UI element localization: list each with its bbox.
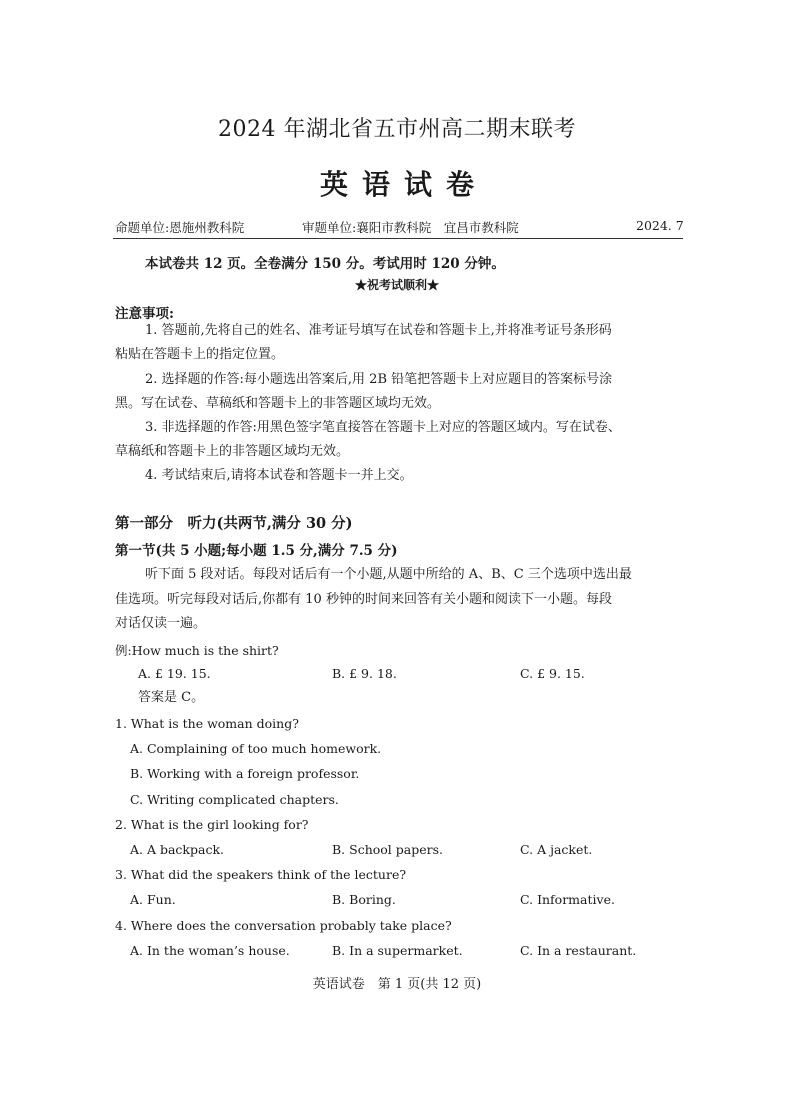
page-footer: 英语试卷 第 1 页(共 12 页) [312, 977, 482, 992]
question-1-option-b: B. Working with a foreign professor. [130, 766, 360, 781]
question-3-option-b: B. Boring. [332, 892, 396, 907]
instructions-line-2: 佳选项。听完每段对话后,你都有 10 秒钟的时间来回答有关小题和阅读下一小题。每段 [115, 592, 612, 607]
question-1-option-c: C. Writing complicated chapters. [130, 792, 339, 807]
question-2-option-a: A. A backpack. [130, 842, 225, 857]
notice-item-4: 4. 考试结束后,请将本试卷和答题卡一并上交。 [145, 468, 413, 483]
example-option-a: A. £ 19. 15. [138, 666, 211, 681]
notice-heading: 注意事项: [115, 306, 174, 322]
exam-date: 2024. 7 [636, 218, 684, 233]
notice-item-3-line-2: 草稿纸和答题卡上的非答题区域均无效。 [115, 444, 350, 459]
notice-item-2-line-1: 2. 选择题的作答:每小题选出答案后,用 2B 铅笔把答题卡上对应题目的答案标号涂 [145, 372, 613, 387]
question-2-option-b: B. School papers. [332, 842, 443, 857]
section-1-heading: 第一节(共 5 小题;每小题 1.5 分,满分 7.5 分) [115, 543, 398, 559]
proposer-unit: 命题单位:恩施州教科院 [115, 220, 245, 235]
question-3-option-a: A. Fun. [130, 892, 176, 907]
question-3: 3. What did the speakers think of the lecture? [115, 867, 407, 882]
question-4-option-b: B. In a supermarket. [332, 943, 463, 958]
question-1: 1. What is the woman doing? [115, 716, 299, 731]
header-divider [113, 238, 683, 239]
example-option-b: B. £ 9. 18. [332, 666, 397, 681]
notice-item-2-line-2: 黑。写在试卷、草稿纸和答题卡上的非答题区域均无效。 [115, 396, 441, 411]
question-4-option-c: C. In a restaurant. [520, 943, 637, 958]
subject-title: 英语试卷 [319, 168, 488, 201]
example-answer: 答案是 C。 [138, 690, 205, 705]
part-1-heading: 第一部分 听力(共两节,满分 30 分) [115, 515, 353, 532]
question-2-option-c: C. A jacket. [520, 842, 593, 857]
example-question: 例:How much is the shirt? [115, 643, 279, 658]
notice-item-1-line-1: 1. 答题前,先将自己的姓名、准考证号填写在试卷和答题卡上,并将准考证号条形码 [145, 323, 612, 338]
question-4-option-a: A. In the woman’s house. [130, 943, 290, 958]
exam-title: 2024 年湖北省五市州高二期末联考 [218, 117, 576, 142]
reviewer-unit: 审题单位:襄阳市教科院 宜昌市教科院 [302, 220, 519, 235]
question-4: 4. Where does the conversation probably take place? [115, 918, 452, 933]
instructions-line-1: 听下面 5 段对话。每段对话后有一个小题,从题中所给的 A、B、C 三个选项中选出最 [145, 567, 632, 582]
instructions-line-3: 对话仅读一遍。 [115, 616, 207, 631]
example-option-c: C. £ 9. 15. [520, 666, 585, 681]
good-luck-text: ★祝考试顺利★ [354, 278, 439, 292]
notice-item-1-line-2: 粘贴在答题卡上的指定位置。 [115, 347, 285, 362]
question-1-option-a: A. Complaining of too much homework. [130, 741, 382, 756]
notice-item-3-line-1: 3. 非选择题的作答:用黑色签字笔直接答在答题卡上对应的答题区域内。写在试卷、 [145, 420, 621, 435]
question-3-option-c: C. Informative. [520, 892, 615, 907]
exam-info: 本试卷共 12 页。全卷满分 150 分。考试用时 120 分钟。 [145, 256, 505, 272]
question-2: 2. What is the girl looking for? [115, 817, 309, 832]
